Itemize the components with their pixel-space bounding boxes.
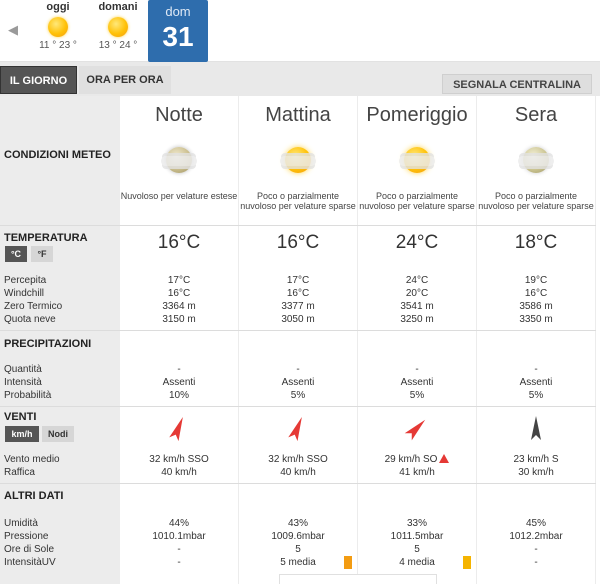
ore-sole-value: 5: [295, 544, 301, 555]
ore-sole-value: 5: [414, 544, 420, 555]
zero-termico-value: 3586 m: [519, 301, 553, 312]
probabilita-value: 5%: [528, 390, 544, 401]
condition-text: Poco o parzialmente nuvoloso per velature sparse: [240, 191, 356, 211]
windchill-value: 16°C: [524, 288, 548, 299]
zero-termico-value: 3377 m: [281, 301, 315, 312]
quota-neve-value: 3250 m: [400, 314, 434, 325]
label-intensita-uv: IntensitàUV: [4, 557, 56, 568]
zero-termico-value: 3364 m: [162, 301, 196, 312]
uv-value: -: [177, 557, 181, 568]
percepita-value: 24°C: [405, 275, 429, 286]
pressione-value: 1010.1mbar: [152, 531, 206, 542]
chevron-left-icon[interactable]: ◀: [8, 22, 18, 37]
sun-cloud-icon: [358, 142, 476, 182]
temperature: 24°C: [395, 232, 439, 253]
percepita-value: 17°C: [167, 275, 191, 286]
raffica-value: 41 km/h: [399, 467, 435, 478]
label-altri-dati: ALTRI DATI: [4, 490, 64, 502]
label-umidita: Umidità: [4, 518, 38, 529]
divider: [0, 483, 596, 484]
label-zero-termico: Zero Termico: [4, 301, 63, 312]
segnala-centralina-button[interactable]: SEGNALA CENTRALINA: [442, 74, 592, 94]
intensita-value: Assenti: [162, 377, 196, 388]
period-title: Sera: [514, 104, 558, 126]
quota-neve-value: 3150 m: [162, 314, 196, 325]
cloudy-moon-icon: [477, 142, 595, 182]
wind-arrow-icon: [521, 414, 551, 444]
sun-icon: [108, 17, 128, 37]
probabilita-value: 10%: [168, 390, 189, 401]
windchill-value: 16°C: [167, 288, 191, 299]
label-windchill: Windchill: [4, 288, 45, 299]
label-intensita: Intensità: [4, 377, 42, 388]
raffica-value: 30 km/h: [518, 467, 554, 478]
warning-icon: [439, 454, 449, 463]
wind-arrow-icon: [401, 414, 431, 444]
cloudy-night-icon: [120, 142, 238, 182]
label-quota-neve: Quota neve: [4, 314, 56, 325]
intensita-value: Assenti: [281, 377, 315, 388]
label-quantita: Quantità: [4, 364, 42, 375]
label-venti: VENTI: [4, 411, 37, 423]
label-percepita: Percepita: [4, 275, 47, 286]
day-oggi[interactable]: [28, 0, 88, 62]
ore-sole-value: -: [177, 544, 181, 555]
forecast-table: [0, 96, 596, 584]
label-probabilita: Probabilità: [4, 390, 52, 401]
quota-neve-value: 3050 m: [281, 314, 315, 325]
temperature: 16°C: [276, 232, 320, 253]
zero-termico-value: 3541 m: [400, 301, 434, 312]
quantita-value: -: [534, 364, 538, 375]
divider: [0, 225, 596, 226]
vento-medio-text: 29 km/h SO: [384, 454, 438, 465]
vento-medio-value: 32 km/h SSO: [149, 454, 209, 465]
umidita-value: 45%: [525, 518, 546, 529]
day-selector: [0, 0, 600, 62]
sun-icon: [48, 17, 68, 37]
unit-nodi-toggle[interactable]: Nodi: [42, 426, 74, 442]
intensita-value: Assenti: [400, 377, 434, 388]
vento-medio-value: 23 km/h S: [513, 454, 559, 465]
day-name: domani: [98, 1, 138, 13]
pressione-value: 1012.2mbar: [509, 531, 563, 542]
umidita-value: 33%: [406, 518, 427, 529]
windchill-value: 20°C: [405, 288, 429, 299]
quota-neve-value: 3350 m: [519, 314, 553, 325]
temperature: 16°C: [157, 232, 201, 253]
umidita-value: 44%: [168, 518, 189, 529]
wind-arrow-icon: [282, 414, 312, 444]
bottom-panel-tab[interactable]: [279, 574, 437, 584]
sun-cloud-icon: [239, 142, 357, 182]
uv-level-indicator: [344, 556, 352, 569]
day-active[interactable]: [148, 0, 208, 62]
probabilita-value: 5%: [290, 390, 306, 401]
pressione-value: 1009.6mbar: [271, 531, 325, 542]
day-domani[interactable]: [88, 0, 148, 62]
pressione-value: 1011.5mbar: [390, 531, 444, 542]
period-title: Pomeriggio: [366, 104, 468, 126]
unit-fahrenheit-toggle[interactable]: °F: [31, 246, 53, 262]
day-temps: 13 ° 24 °: [98, 40, 138, 51]
raffica-value: 40 km/h: [280, 467, 316, 478]
vento-medio-value: 32 km/h SSO: [268, 454, 328, 465]
percepita-value: 17°C: [286, 275, 310, 286]
label-ore-sole: Ore di Sole: [4, 544, 55, 555]
intensita-value: Assenti: [519, 377, 553, 388]
day-number: 31: [162, 21, 194, 52]
label-precipitazioni: PRECIPITAZIONI: [4, 338, 92, 350]
quantita-value: -: [177, 364, 181, 375]
view-tabs: [0, 62, 600, 96]
divider: [0, 330, 596, 331]
quantita-value: -: [296, 364, 300, 375]
label-condizioni-meteo: CONDIZIONI METEO: [4, 149, 111, 161]
wind-arrow-icon: [163, 414, 193, 444]
ore-sole-value: -: [534, 544, 538, 555]
uv-value: 4 media: [399, 557, 435, 568]
divider: [0, 406, 596, 407]
label-temperatura: TEMPERATURA: [4, 232, 88, 244]
probabilita-value: 5%: [409, 390, 425, 401]
tab-ora-per-ora[interactable]: ORA PER ORA: [79, 66, 171, 94]
day-temps: 11 ° 23 °: [39, 40, 77, 51]
tab-il-giorno[interactable]: IL GIORNO: [0, 66, 77, 94]
percepita-value: 19°C: [524, 275, 548, 286]
label-vento-medio: Vento medio: [4, 454, 60, 465]
period-title: Mattina: [265, 104, 331, 126]
raffica-value: 40 km/h: [161, 467, 197, 478]
condition-text: Poco o parzialmente nuvoloso per velature sparse: [478, 191, 594, 211]
quantita-value: -: [415, 364, 419, 375]
windchill-value: 16°C: [286, 288, 310, 299]
label-pressione: Pressione: [4, 531, 49, 542]
vento-medio-value: [358, 453, 476, 466]
umidita-value: 43%: [287, 518, 308, 529]
label-raffica: Raffica: [4, 467, 35, 478]
day-name: dom: [165, 4, 191, 19]
temperature: 18°C: [514, 232, 558, 253]
condition-text: Poco o parzialmente nuvoloso per velature sparse: [359, 191, 475, 211]
uv-level-indicator: [463, 556, 471, 569]
period-title: Notte: [155, 104, 203, 126]
day-name: oggi: [46, 1, 70, 13]
condition-text: Nuvoloso per velature estese: [120, 191, 238, 201]
unit-kmh-toggle[interactable]: km/h: [5, 426, 39, 442]
uv-value: 5 media: [280, 557, 316, 568]
uv-value: -: [534, 557, 538, 568]
unit-celsius-toggle[interactable]: °C: [5, 246, 27, 262]
